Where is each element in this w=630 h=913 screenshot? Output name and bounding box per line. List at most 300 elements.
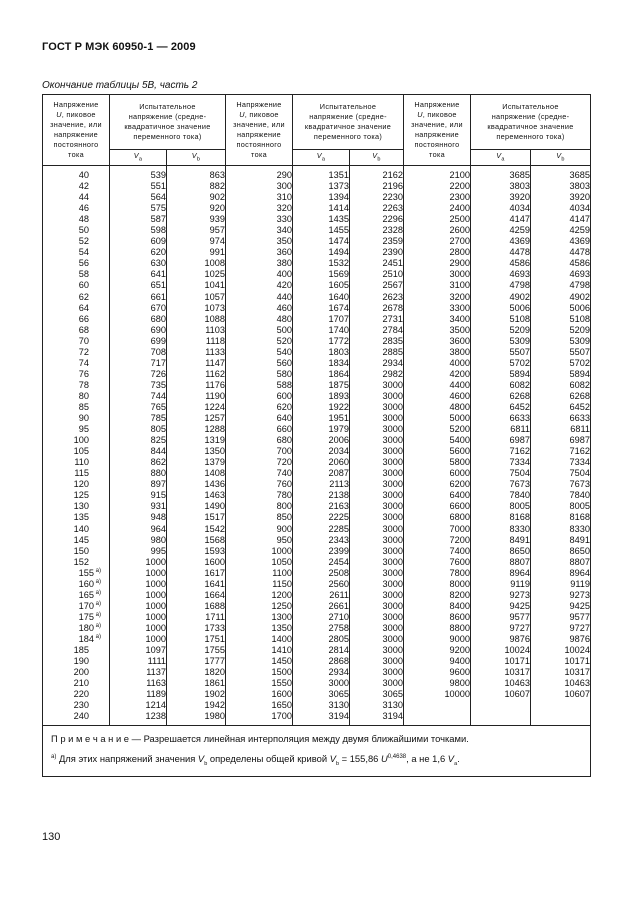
table-cell: 9727 bbox=[569, 622, 590, 633]
table-cell: 56 bbox=[78, 258, 89, 269]
table-cell: 2087 bbox=[328, 468, 349, 479]
table-cell: 1641 bbox=[204, 578, 225, 589]
header-vb: $V_b$ bbox=[531, 150, 591, 166]
table-cell: 8330 bbox=[569, 523, 590, 534]
table-cell: 3920 bbox=[509, 192, 530, 203]
table-cell: 2934 bbox=[328, 667, 349, 678]
table-cell: 2661 bbox=[328, 600, 349, 611]
header-u-line: постоянного bbox=[236, 140, 282, 150]
footnote-mark: а) bbox=[93, 611, 101, 618]
table-cell: 2868 bbox=[328, 656, 349, 667]
table-cell: 9200 bbox=[449, 645, 470, 656]
table-cell: 340 bbox=[276, 225, 292, 236]
table-cell: 9876 bbox=[569, 633, 590, 644]
table-cell: 863 bbox=[209, 170, 225, 180]
table-cell: 4800 bbox=[449, 401, 470, 412]
table-cell: 8491 bbox=[509, 534, 530, 545]
table-cell: 480 bbox=[276, 313, 292, 324]
table-cell: 920 bbox=[209, 203, 225, 214]
table-cell: 3000 bbox=[382, 468, 403, 479]
table-cell: 5000 bbox=[449, 413, 470, 424]
table-cell: 1436 bbox=[204, 479, 225, 490]
table-notes bbox=[43, 726, 591, 777]
table-cell: 3000 bbox=[382, 479, 403, 490]
table-cell: 699 bbox=[150, 335, 166, 346]
va-column bbox=[110, 166, 167, 726]
table-cell: 5702 bbox=[509, 357, 530, 368]
table-cell: 90 bbox=[78, 413, 89, 424]
subscript: b bbox=[377, 156, 381, 163]
table-cell: 1600 bbox=[204, 556, 225, 567]
table-cell: 539 bbox=[150, 170, 166, 180]
table-cell: 4147 bbox=[509, 214, 530, 225]
header-test-line: переменного тока) bbox=[496, 132, 565, 142]
table-cell: 9425 bbox=[509, 600, 530, 611]
table-cell: 551 bbox=[150, 181, 166, 192]
table-cell: 9400 bbox=[449, 656, 470, 667]
footnote-var: V bbox=[329, 753, 336, 765]
table-cell: 3000 bbox=[382, 589, 403, 600]
table-cell: 1000 bbox=[145, 633, 166, 644]
table-cell: 1474 bbox=[328, 236, 349, 247]
table-cell: 880 bbox=[150, 468, 166, 479]
footnote-var: U bbox=[380, 753, 388, 765]
table-cell: 1189 bbox=[146, 689, 166, 700]
table-cell: 1073 bbox=[204, 302, 225, 313]
table-cell: 765 bbox=[150, 401, 166, 412]
table-cell: 3000 bbox=[382, 390, 403, 401]
table-cell: 5600 bbox=[449, 446, 470, 457]
table-cell: 9119 bbox=[510, 578, 530, 589]
table-cell: 680 bbox=[276, 435, 292, 446]
table-cell: 8964 bbox=[509, 567, 530, 578]
table-cell: 3000 bbox=[382, 600, 403, 611]
table-cell: 400 bbox=[276, 269, 292, 280]
table-cell: 2390 bbox=[382, 247, 403, 258]
table-cell: 420 bbox=[276, 280, 292, 291]
table-cell: 1041 bbox=[204, 280, 225, 291]
header-u-line: значение, или bbox=[50, 119, 102, 129]
table-cell: 4369 bbox=[569, 236, 590, 247]
table-cell: 380 bbox=[276, 258, 292, 269]
table-cell: 460 bbox=[276, 302, 292, 313]
table-cell: 780 bbox=[276, 490, 292, 501]
table-cell: 1224 bbox=[204, 401, 225, 412]
table-cell: 7334 bbox=[569, 457, 590, 468]
header-va: $V_a$ bbox=[471, 150, 531, 166]
table-cell: 609 bbox=[150, 236, 166, 247]
table-cell: 10317 bbox=[564, 667, 590, 678]
table-cell: 1733 bbox=[204, 622, 225, 633]
table-cell: 8650 bbox=[509, 545, 530, 556]
table-cell: 4259 bbox=[509, 225, 530, 236]
header-u-line: значение, или bbox=[233, 119, 285, 129]
table-cell: 520 bbox=[276, 335, 292, 346]
table-cell: 6000 bbox=[449, 468, 470, 479]
footnote-var: V bbox=[197, 753, 205, 765]
table-cell: 8964 bbox=[569, 567, 590, 578]
table-cell: 1319 bbox=[204, 435, 225, 446]
table-cell: 100 bbox=[73, 435, 89, 446]
table-cell: 140 bbox=[73, 523, 89, 534]
table-cell: 2100 bbox=[449, 170, 470, 180]
table-cell: 844 bbox=[150, 446, 166, 457]
table-cell: 7504 bbox=[569, 468, 590, 479]
table-cell: 6452 bbox=[509, 401, 530, 412]
header-test-line: переменного тока) bbox=[133, 132, 202, 142]
table-cell: 2451 bbox=[382, 258, 403, 269]
table-cell: 300 bbox=[276, 181, 292, 192]
table-cell: 125 bbox=[73, 490, 89, 501]
header-test-voltage bbox=[110, 95, 226, 150]
table-cell: 3300 bbox=[449, 302, 470, 313]
vb-column bbox=[531, 166, 591, 726]
table-cell: 902 bbox=[209, 192, 225, 203]
table-cell: 115 bbox=[74, 468, 89, 479]
table-cell: 5200 bbox=[449, 424, 470, 435]
table-cell: 2300 bbox=[449, 192, 470, 203]
table-cell: 9577 bbox=[509, 611, 530, 622]
table-cell: 4586 bbox=[509, 258, 530, 269]
footnote-sub: b bbox=[204, 761, 208, 768]
table-cell: 6452 bbox=[569, 401, 590, 412]
table-cell: 1893 bbox=[328, 390, 349, 401]
table-cell: 8807 bbox=[509, 556, 530, 567]
table-cell: 3194 bbox=[382, 711, 403, 722]
table-cell: 8000 bbox=[449, 578, 470, 589]
footnote-exponent: 0,4638 bbox=[387, 754, 407, 761]
header-test-line: Испытательное bbox=[139, 101, 196, 111]
table-cell: 580 bbox=[276, 368, 292, 379]
table-cell: 152 bbox=[73, 556, 89, 567]
table-cell: 2784 bbox=[382, 324, 403, 335]
table-cell: 46 bbox=[78, 203, 89, 214]
table-cell: 360 bbox=[276, 247, 292, 258]
table-cell: 670 bbox=[150, 302, 166, 313]
table-cell: 6633 bbox=[509, 413, 530, 424]
table-cell: 915 bbox=[150, 490, 166, 501]
table-cell: 3500 bbox=[449, 324, 470, 335]
table-cell: 2162 bbox=[382, 170, 403, 180]
table-cell: 3400 bbox=[449, 313, 470, 324]
table-cell: 1942 bbox=[204, 700, 225, 711]
table-cell: 2454 bbox=[328, 556, 349, 567]
table-cell: 2700 bbox=[449, 236, 470, 247]
subscript: a bbox=[138, 156, 143, 163]
table-cell: 54 bbox=[78, 247, 89, 258]
table-cell: 1394 bbox=[328, 192, 349, 203]
table-cell: 1688 bbox=[204, 600, 225, 611]
table-cell: 4034 bbox=[569, 203, 590, 214]
table-cell: 52 bbox=[78, 236, 89, 247]
table-cell: 1400 bbox=[271, 633, 292, 644]
note-text: — Разрешается линейная интерполяция между двумя ближайшими точками. bbox=[129, 733, 469, 745]
table-cell: 1450 bbox=[271, 656, 292, 667]
table-cell: 3000 bbox=[382, 490, 403, 501]
u-column bbox=[226, 166, 293, 726]
table-cell: 66 bbox=[78, 313, 89, 324]
table-cell: 3194 bbox=[328, 711, 349, 722]
table-cell: 3000 bbox=[382, 379, 403, 390]
table-cell: 1000 bbox=[145, 611, 166, 622]
table-cell: 3803 bbox=[569, 181, 590, 192]
table-cell: 1410 bbox=[271, 645, 292, 656]
table-cell: 1455 bbox=[328, 225, 349, 236]
table-cell: 931 bbox=[150, 501, 166, 512]
table-cell: 3000 bbox=[382, 567, 403, 578]
table-cell: 5209 bbox=[569, 324, 590, 335]
table-cell: 7504 bbox=[509, 468, 530, 479]
table-cell: 2285 bbox=[328, 523, 349, 534]
footnote-text: определены общей кривой bbox=[207, 753, 330, 765]
table-cell: 6800 bbox=[449, 512, 470, 523]
table-cell: 2835 bbox=[382, 335, 403, 346]
table-cell: 974 bbox=[209, 236, 225, 247]
table-cell: 995 bbox=[150, 545, 166, 556]
table-cell: 5702 bbox=[569, 357, 590, 368]
table-cell: 40 bbox=[78, 170, 89, 180]
table-cell: 58 bbox=[78, 269, 89, 280]
table-cell: 6082 bbox=[509, 379, 530, 390]
header-vb: $V_b$ bbox=[167, 150, 226, 166]
table-cell: 135 bbox=[73, 512, 89, 523]
table-cell: 2034 bbox=[328, 446, 349, 457]
table-cell: 1057 bbox=[204, 291, 225, 302]
table-cell: 3000 bbox=[382, 633, 403, 644]
document-header: ГОСТ Р МЭК 60950-1 — 2009 bbox=[42, 41, 196, 53]
table-cell: 1707 bbox=[328, 313, 349, 324]
table-cell: 948 bbox=[150, 512, 166, 523]
table-cell: 640 bbox=[276, 413, 292, 424]
table-cell: 4600 bbox=[449, 390, 470, 401]
table-cell: 1238 bbox=[145, 711, 166, 722]
table-cell: 5108 bbox=[569, 313, 590, 324]
header-test-line: квадратичное значение bbox=[304, 122, 392, 131]
table-cell: 660 bbox=[276, 424, 292, 435]
table-cell: 1097 bbox=[145, 645, 166, 656]
table-cell: 1711 bbox=[205, 611, 225, 622]
table-cell: 825 bbox=[150, 435, 166, 446]
table-cell: 105 bbox=[73, 446, 89, 457]
header-u-line: тока bbox=[251, 150, 267, 160]
table-cell: 2560 bbox=[328, 578, 349, 589]
table-cell: 726 bbox=[150, 368, 166, 379]
table-cell: 3000 bbox=[382, 523, 403, 534]
table-cell: 6600 bbox=[449, 501, 470, 512]
table-cell: 9425 bbox=[569, 600, 590, 611]
table-cell: 9273 bbox=[509, 589, 530, 600]
table-cell: 2678 bbox=[382, 302, 403, 313]
table-cell: 575 bbox=[150, 203, 166, 214]
header-u-line: U, пиковое bbox=[56, 109, 96, 119]
table-cell: 600 bbox=[276, 390, 292, 401]
table-cell: 8200 bbox=[449, 589, 470, 600]
table-cell: 630 bbox=[150, 258, 166, 269]
table-cell: 964 bbox=[150, 523, 166, 534]
table-cell: 10171 bbox=[504, 656, 530, 667]
table-cell: 7840 bbox=[569, 490, 590, 501]
table-cell: 2567 bbox=[382, 280, 403, 291]
table-cell: 350 bbox=[276, 236, 292, 247]
table-cell: 5400 bbox=[449, 435, 470, 446]
table-cell: 68 bbox=[78, 324, 89, 335]
table-cell: 2359 bbox=[382, 236, 403, 247]
table-cell: 2758 bbox=[328, 622, 349, 633]
table-cell: 564 bbox=[150, 192, 166, 203]
table-cell: 1162 bbox=[205, 368, 225, 379]
table-cell: 540 bbox=[276, 346, 292, 357]
table-cell: 1300 bbox=[271, 611, 292, 622]
table-cell: 3000 bbox=[382, 435, 403, 446]
table-cell: 1118 bbox=[205, 335, 225, 346]
table-cell: 5507 bbox=[569, 346, 590, 357]
header-u-line: U, пиковое bbox=[239, 109, 279, 119]
table-cell: 2900 bbox=[449, 258, 470, 269]
table-cell: 3000 bbox=[382, 578, 403, 589]
table-cell: 6268 bbox=[509, 390, 530, 401]
table-cell: 8807 bbox=[569, 556, 590, 567]
u-column bbox=[43, 166, 110, 726]
table-cell: 85 bbox=[78, 401, 89, 412]
table-cell: 2800 bbox=[449, 247, 470, 258]
table-cell: 6633 bbox=[569, 413, 590, 424]
vb-column bbox=[167, 166, 226, 726]
table-cell: 1351 bbox=[328, 170, 349, 180]
table-cell: 939 bbox=[209, 214, 225, 225]
table-cell: 1025 bbox=[204, 269, 225, 280]
table-cell: 2731 bbox=[382, 313, 403, 324]
table-cell: 3803 bbox=[509, 181, 530, 192]
header-u-line: постоянного bbox=[53, 140, 99, 150]
header-va: $V_a$ bbox=[110, 150, 167, 166]
table-cell: 6987 bbox=[569, 435, 590, 446]
table-cell: 330 bbox=[276, 214, 292, 225]
table-cell: 6400 bbox=[449, 490, 470, 501]
footnote bbox=[51, 752, 582, 771]
table-cell: 76 bbox=[78, 368, 89, 379]
table-cell: 1517 bbox=[204, 512, 225, 523]
table-cell: 70 bbox=[78, 335, 89, 346]
footnote-sub: b bbox=[335, 761, 340, 768]
header-test-line: переменного тока) bbox=[313, 132, 383, 142]
subscript: a bbox=[321, 156, 326, 163]
table-cell: 120 bbox=[73, 479, 89, 490]
table-cell: 44 bbox=[78, 192, 89, 203]
table-cell: 1147 bbox=[205, 357, 225, 368]
table-cell: 3000 bbox=[382, 512, 403, 523]
table-cell: 1532 bbox=[328, 258, 349, 269]
table-cell: 3065 bbox=[382, 689, 403, 700]
footnote-sub: a bbox=[454, 761, 458, 768]
table-cell: 1674 bbox=[328, 302, 349, 313]
table-cell: 720 bbox=[276, 457, 292, 468]
table-cell: 1820 bbox=[204, 667, 225, 678]
header-u bbox=[43, 95, 110, 166]
table-cell: 3000 bbox=[382, 534, 403, 545]
table-cell: 708 bbox=[150, 346, 166, 357]
table-cell: 210 bbox=[73, 678, 89, 689]
table-cell: 3000 bbox=[382, 556, 403, 567]
table-cell: 950 bbox=[276, 534, 292, 545]
table-cell: 1214 bbox=[145, 700, 166, 711]
subscript: b bbox=[196, 156, 201, 163]
header-test-voltage bbox=[293, 95, 404, 150]
u-column bbox=[404, 166, 471, 726]
table-cell: 2230 bbox=[382, 192, 403, 203]
header-test-line: напряжение (средне- bbox=[491, 111, 570, 121]
table-cell: 3800 bbox=[449, 346, 470, 357]
header-u-line: напряжение bbox=[414, 130, 460, 139]
table-cell: 184 $^{а)}$ bbox=[78, 633, 101, 644]
table-cell: 500 bbox=[276, 324, 292, 335]
table-cell: 10463 bbox=[504, 678, 530, 689]
table-cell: 9273 bbox=[569, 589, 590, 600]
table-cell: 3000 bbox=[382, 545, 403, 556]
vb-column bbox=[350, 166, 404, 726]
table-cell: 2600 bbox=[449, 225, 470, 236]
table-cell: 6987 bbox=[509, 435, 530, 446]
table-cell: 5800 bbox=[449, 457, 470, 468]
table-cell: 2805 bbox=[328, 633, 349, 644]
table-cell: 74 bbox=[78, 357, 89, 368]
header-test-line: Испытательное bbox=[319, 101, 377, 111]
table-cell: 8650 bbox=[569, 545, 590, 556]
table-cell: 2510 bbox=[382, 269, 403, 280]
header-u-line: тока bbox=[429, 150, 445, 160]
header-u bbox=[226, 95, 293, 166]
table-cell: 10463 bbox=[564, 678, 590, 689]
table-cell: 1000 bbox=[145, 578, 166, 589]
table-cell: 7200 bbox=[449, 534, 470, 545]
table-cell: 1463 bbox=[204, 490, 225, 501]
table-cell: 4000 bbox=[449, 357, 470, 368]
table-cell: 110 bbox=[74, 457, 89, 468]
table-cell: 3000 bbox=[382, 667, 403, 678]
table-cell: 1777 bbox=[204, 656, 225, 667]
table-cell: 680 bbox=[150, 313, 166, 324]
table-cell: 1103 bbox=[205, 324, 225, 335]
table-cell: 1740 bbox=[328, 324, 349, 335]
table-cell: 9600 bbox=[449, 667, 470, 678]
table-cell: 78 bbox=[78, 379, 89, 390]
table-cell: 1008 bbox=[204, 258, 225, 269]
table-cell: 62 bbox=[78, 291, 89, 302]
table-cell: 1414 bbox=[328, 203, 349, 214]
page-number: 130 bbox=[42, 831, 61, 843]
table-cell: 1834 bbox=[328, 357, 349, 368]
footnote-text: = 155,86 bbox=[339, 753, 381, 765]
table-cell: 3130 bbox=[328, 700, 349, 711]
table-cell: 130 bbox=[73, 501, 89, 512]
table-cell: 3100 bbox=[449, 280, 470, 291]
table-cell: 5309 bbox=[569, 335, 590, 346]
table-cell: 882 bbox=[209, 181, 225, 192]
table-cell: 1500 bbox=[271, 667, 292, 678]
table-cell: 4693 bbox=[569, 269, 590, 280]
table-cell: 10024 bbox=[504, 645, 530, 656]
table-cell: 8800 bbox=[449, 622, 470, 633]
table-cell: 2400 bbox=[449, 203, 470, 214]
table-cell: 1288 bbox=[204, 424, 225, 435]
table-cell: 5108 bbox=[509, 313, 530, 324]
table-cell: 440 bbox=[276, 291, 292, 302]
table-cell: 700 bbox=[276, 446, 292, 457]
footnote-text: . bbox=[457, 753, 460, 765]
table-cell: 957 bbox=[209, 225, 225, 236]
note-title: П р и м е ч а н и е bbox=[51, 733, 130, 745]
table-cell: 4147 bbox=[569, 214, 590, 225]
table-cell: 1864 bbox=[328, 368, 349, 379]
